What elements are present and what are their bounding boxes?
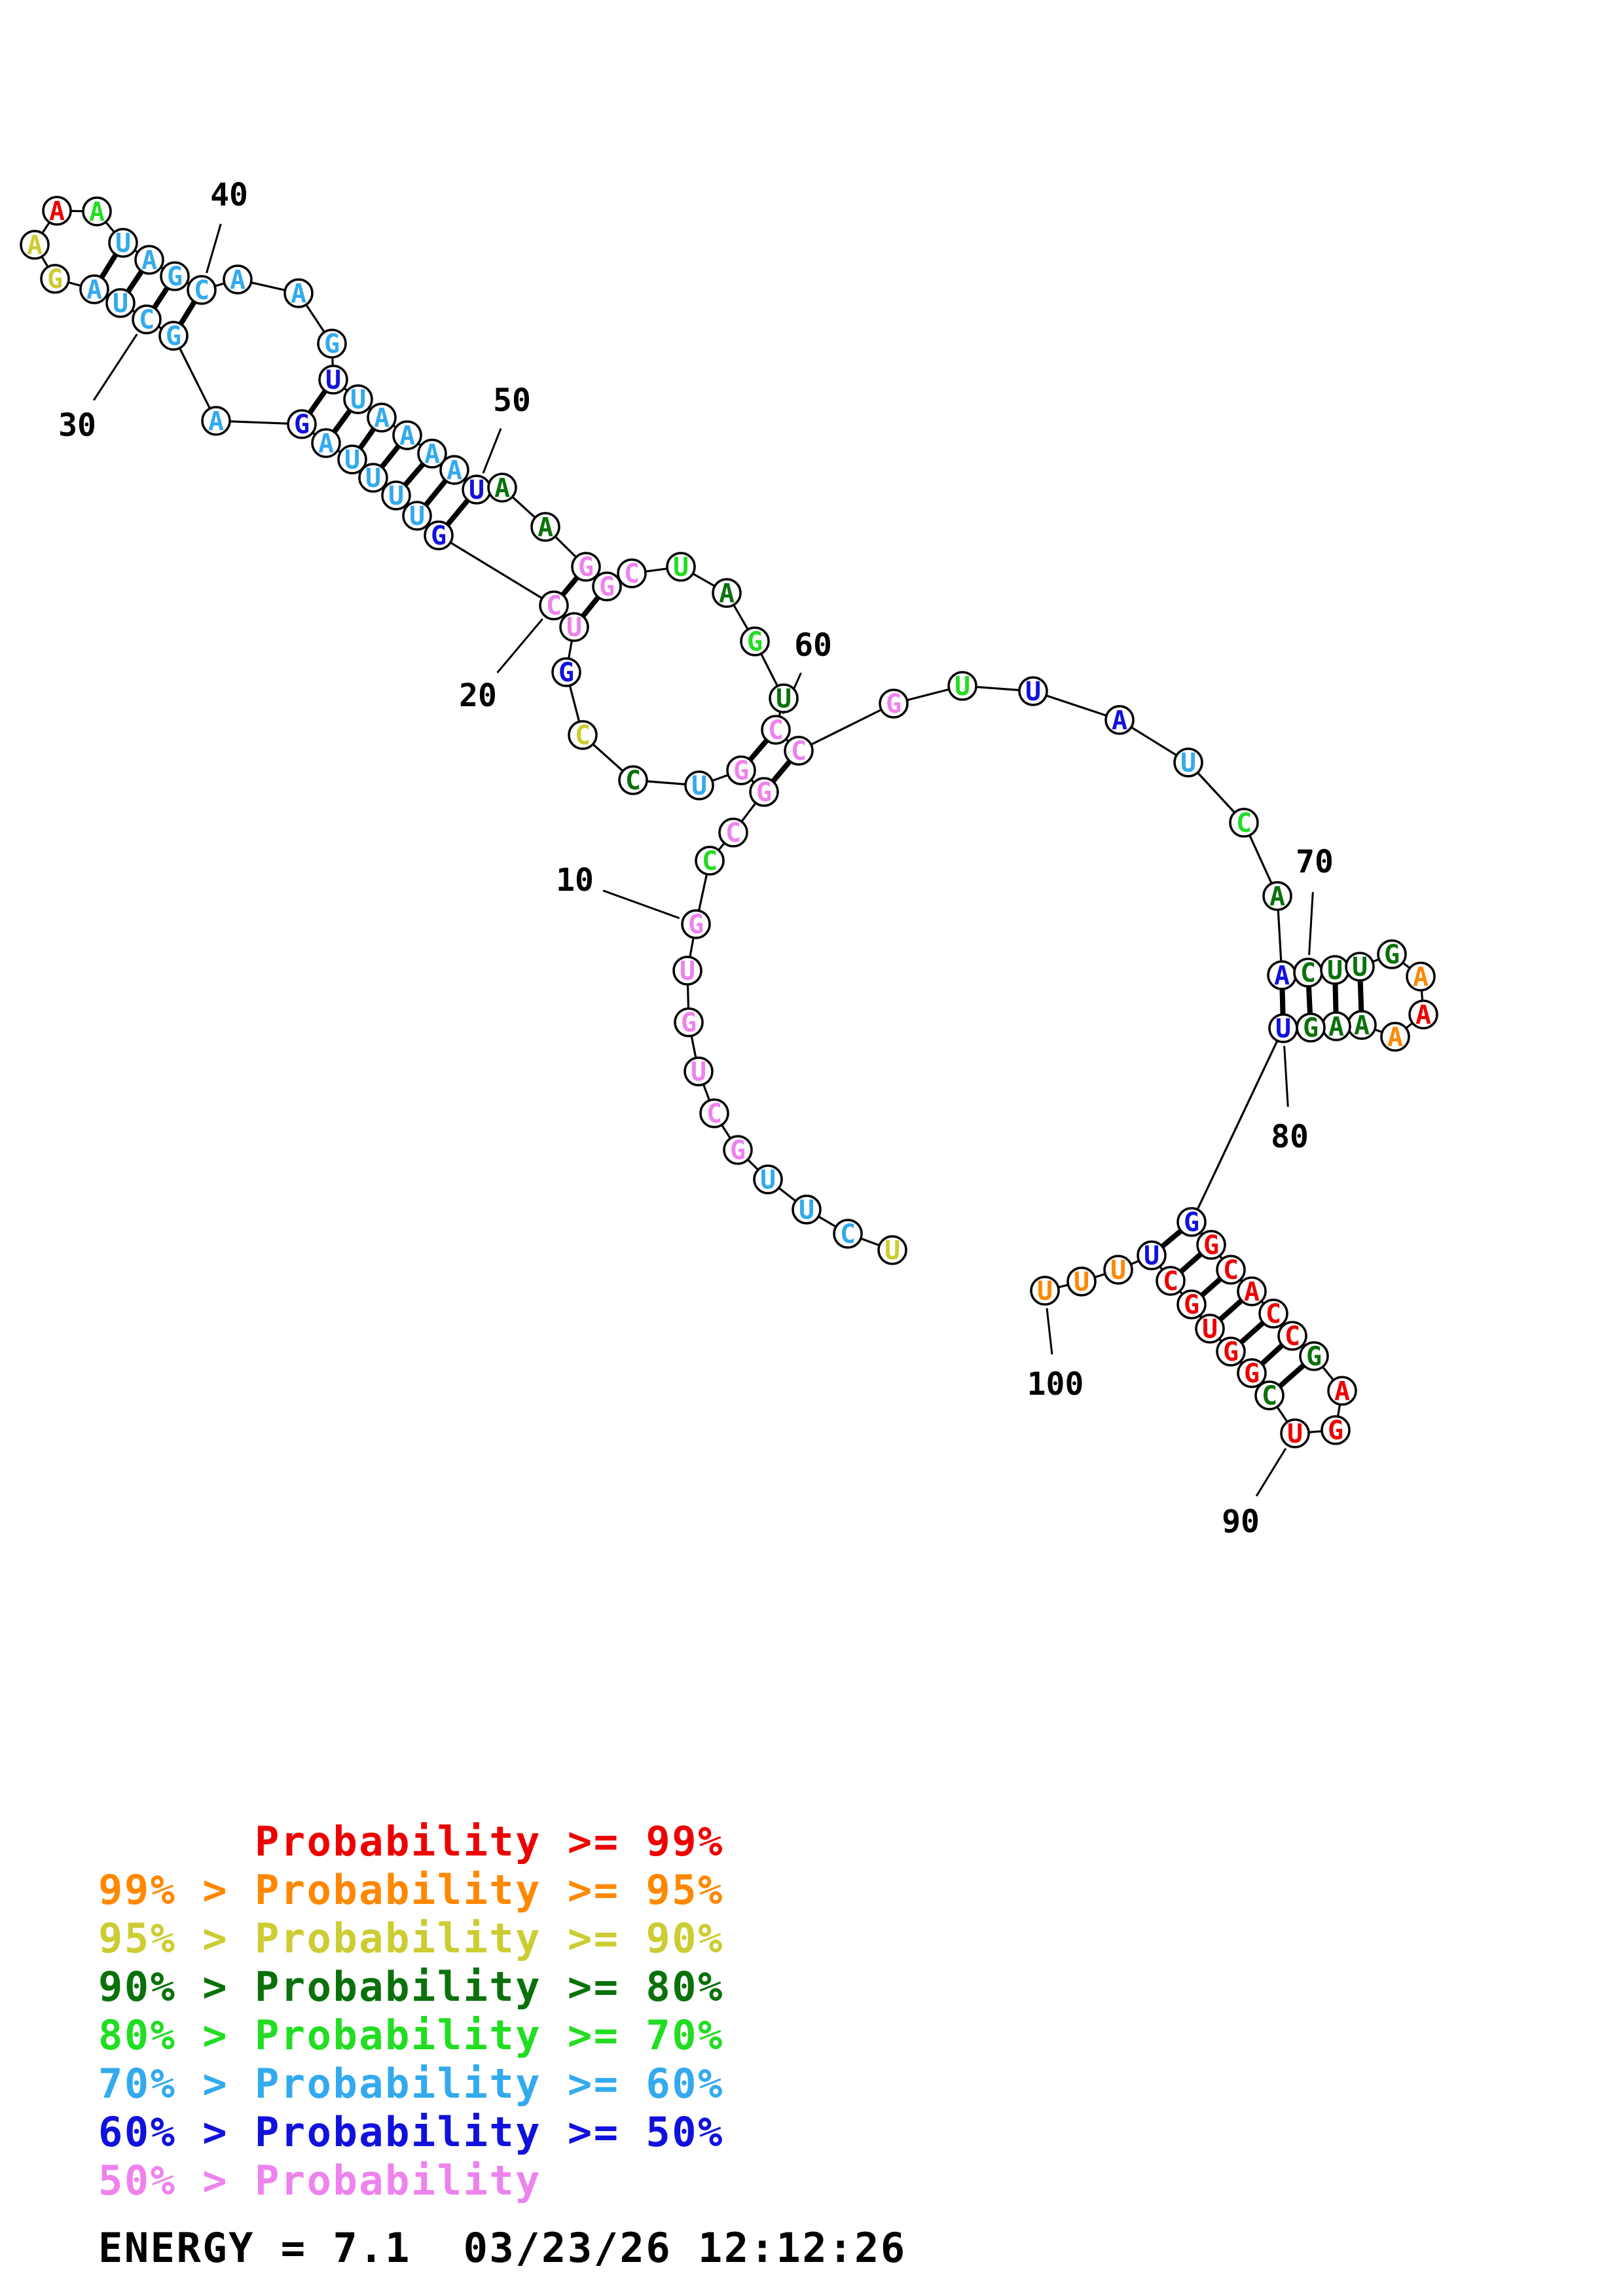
base-letter: U <box>1275 1014 1292 1044</box>
base-letter: C <box>574 721 591 751</box>
base-letter: A <box>1415 1000 1432 1030</box>
base-letter: A <box>446 456 463 486</box>
base-letter: C <box>545 591 562 621</box>
base-letter: U <box>884 1236 901 1266</box>
base-letter: U <box>1180 748 1197 778</box>
base-letter: A <box>373 403 390 433</box>
sequence-number-label: 10 <box>556 862 594 899</box>
legend-row-6: 70% > Probability >= 60% <box>98 2060 724 2108</box>
base-letter: A <box>494 473 511 503</box>
base-letter: A <box>208 406 225 437</box>
base-letter: C <box>1222 1255 1239 1285</box>
base-letter: A <box>141 245 158 276</box>
base-letter: G <box>733 756 750 786</box>
base-letter: A <box>88 197 105 227</box>
legend-row-7: 60% > Probability >= 50% <box>98 2108 724 2156</box>
legend-row-8: 50% > Probability <box>98 2157 542 2204</box>
base-letter: A <box>537 512 554 543</box>
base-letter: G <box>430 521 447 551</box>
base-letter: U <box>1326 956 1343 986</box>
sequence-number-label: 80 <box>1271 1119 1309 1155</box>
base-letter: G <box>1243 1359 1260 1389</box>
base-letter: C <box>193 276 210 306</box>
base-letter: A <box>1328 1012 1345 1042</box>
legend-row-1: Probability >= 99% <box>98 1818 724 1865</box>
label-pointer-line <box>1309 892 1313 955</box>
base-letter: G <box>1383 940 1400 970</box>
base-letter: A <box>229 265 246 295</box>
legend-row-3: 95% > Probability >= 90% <box>98 1914 724 1962</box>
base-letter: A <box>424 439 441 469</box>
base-letter: C <box>767 715 784 745</box>
sequence-number-label: 20 <box>459 677 497 714</box>
label-pointer-line <box>603 891 679 918</box>
backbone-line <box>439 535 554 605</box>
sequence-number-label: 50 <box>493 382 531 419</box>
label-pointer-line <box>1285 1046 1288 1107</box>
label-pointer-line <box>207 224 221 273</box>
base-letter: U <box>759 1165 776 1195</box>
label-pointer-line <box>483 429 501 473</box>
base-letter: U <box>798 1195 815 1225</box>
sequence-number-label: 100 <box>1027 1366 1084 1403</box>
base-letter: U <box>690 1057 707 1087</box>
sequence-number-label: 40 <box>210 177 248 213</box>
base-letter: C <box>625 766 642 796</box>
base-letter: A <box>399 421 416 451</box>
label-pointer-line <box>1047 1308 1052 1354</box>
base-letter: A <box>48 196 65 226</box>
base-letter: U <box>112 289 129 319</box>
base-letter: A <box>718 579 735 609</box>
legend-row-2: 99% > Probability >= 95% <box>98 1866 724 1914</box>
base-letter: A <box>1387 1022 1404 1052</box>
base-letter: U <box>1025 677 1042 707</box>
base-letter: G <box>577 552 594 583</box>
base-letter: G <box>729 1136 746 1166</box>
base-letter: C <box>1162 1266 1179 1297</box>
base-letter: C <box>1265 1299 1282 1329</box>
base-letter: U <box>468 475 485 505</box>
sequence-number-label: 90 <box>1222 1503 1260 1540</box>
label-pointer-line <box>1256 1448 1286 1496</box>
base-letter: A <box>1243 1277 1260 1307</box>
base-letter: U <box>679 956 696 986</box>
base-letter: U <box>1073 1267 1090 1297</box>
base-letter: U <box>344 445 361 475</box>
base-letter: G <box>46 264 64 295</box>
base-letter: C <box>790 736 807 766</box>
base-letter: U <box>775 684 792 714</box>
base-letter: U <box>365 463 382 493</box>
base-letter: U <box>1351 952 1368 982</box>
legend-row-5: 80% > Probability >= 70% <box>98 2011 724 2059</box>
base-letter: A <box>1353 1011 1370 1041</box>
base-letter: U <box>325 365 342 395</box>
base-letter: U <box>1110 1255 1127 1285</box>
base-letter: U <box>566 613 583 643</box>
base-letter: G <box>323 329 340 359</box>
backbone-line <box>1192 1028 1283 1222</box>
energy-text: ENERGY = 7.1 03/23/26 12:12:26 <box>98 2224 907 2272</box>
base-letter: G <box>1222 1337 1239 1367</box>
base-letter: U <box>409 501 426 531</box>
base-letter: U <box>1201 1314 1218 1344</box>
base-letter: G <box>1183 1290 1200 1320</box>
base-letter: A <box>1269 882 1286 912</box>
base-letter: C <box>1235 808 1252 838</box>
base-letter: C <box>138 305 155 335</box>
sequence-number-label: 60 <box>794 627 832 664</box>
base-letter: G <box>687 910 704 940</box>
base-letter: A <box>1412 962 1429 992</box>
base-letter: C <box>1284 1321 1301 1352</box>
base-letter: A <box>290 279 307 309</box>
base-letter: U <box>115 228 132 259</box>
base-letter: C <box>1300 958 1317 988</box>
base-letter: G <box>558 658 575 688</box>
base-letter: A <box>318 429 335 459</box>
legend-row-4: 90% > Probability >= 80% <box>98 1963 724 2011</box>
base-letter: U <box>954 672 971 702</box>
label-pointer-line <box>498 619 543 673</box>
base-letter: G <box>1203 1230 1220 1261</box>
base-letter: A <box>86 275 103 305</box>
base-letter: U <box>672 552 689 583</box>
base-letter: G <box>1327 1416 1344 1446</box>
base-letter: U <box>388 481 405 511</box>
base-letter: C <box>706 1099 723 1129</box>
base-letter: G <box>756 778 773 808</box>
base-letter: U <box>1286 1419 1304 1449</box>
base-letter: G <box>1302 1013 1319 1043</box>
base-letter: C <box>839 1219 856 1249</box>
base-letter: G <box>598 572 615 602</box>
base-letter: A <box>1273 961 1290 991</box>
base-letter: A <box>26 230 43 260</box>
base-letter: C <box>701 846 718 876</box>
base-letter: G <box>746 627 763 657</box>
base-letter: G <box>1305 1342 1322 1372</box>
base-letter: U <box>1143 1241 1160 1271</box>
sequence-number-label: 70 <box>1296 844 1334 880</box>
backbone-line <box>799 704 894 751</box>
base-letter: U <box>691 771 708 801</box>
base-letter: U <box>1036 1276 1053 1306</box>
base-letter: A <box>1111 706 1128 736</box>
base-letter: C <box>1261 1381 1278 1411</box>
base-letter: U <box>350 385 367 415</box>
base-letter: G <box>885 689 902 719</box>
base-letter: A <box>1334 1376 1351 1407</box>
base-letter: C <box>623 559 640 589</box>
label-pointer-line <box>94 334 137 401</box>
sequence-number-label: 30 <box>58 407 96 444</box>
base-letter: G <box>165 321 182 351</box>
base-letter: G <box>1183 1208 1200 1238</box>
base-letter: G <box>680 1008 697 1038</box>
base-letter: C <box>725 818 742 848</box>
base-letter: G <box>166 262 183 292</box>
base-letter: G <box>293 410 310 440</box>
